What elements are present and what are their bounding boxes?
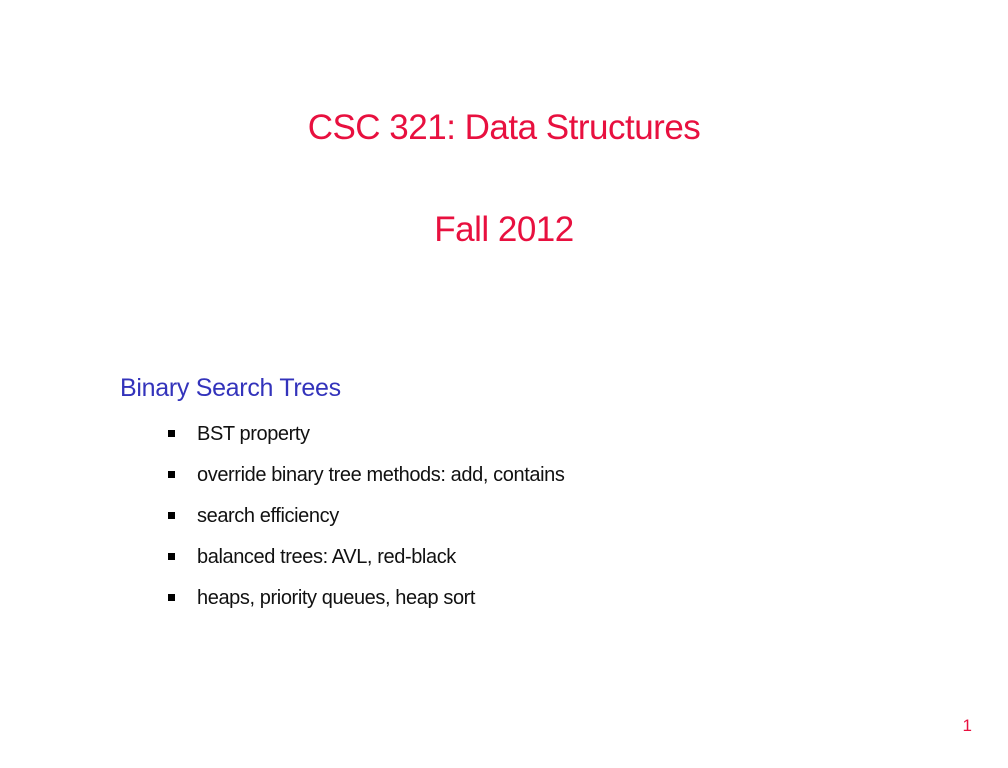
bullet-item bbox=[168, 587, 564, 628]
bullet-text: override binary tree methods: add, contains bbox=[197, 464, 565, 486]
square-bullet-icon bbox=[168, 512, 175, 519]
slide-title: CSC 321: Data Structures bbox=[307, 108, 701, 147]
bullet-item bbox=[168, 505, 564, 546]
bullet-text: search efficiency bbox=[197, 505, 339, 527]
bullet-text: balanced trees: AVL, red-black bbox=[197, 546, 456, 568]
slide-term: Fall 2012 bbox=[434, 210, 574, 249]
bullet-item bbox=[168, 423, 564, 464]
bullet-item bbox=[168, 546, 564, 587]
bullet-list bbox=[168, 423, 564, 628]
page-number: 1 bbox=[962, 716, 972, 735]
square-bullet-icon bbox=[168, 471, 175, 478]
section-heading: Binary Search Trees bbox=[120, 374, 341, 402]
bullet-item bbox=[168, 464, 564, 505]
square-bullet-icon bbox=[168, 594, 175, 601]
bullet-text: heaps, priority queues, heap sort bbox=[197, 587, 476, 609]
bullet-text: BST property bbox=[197, 423, 310, 445]
square-bullet-icon bbox=[168, 430, 175, 437]
square-bullet-icon bbox=[168, 553, 175, 560]
